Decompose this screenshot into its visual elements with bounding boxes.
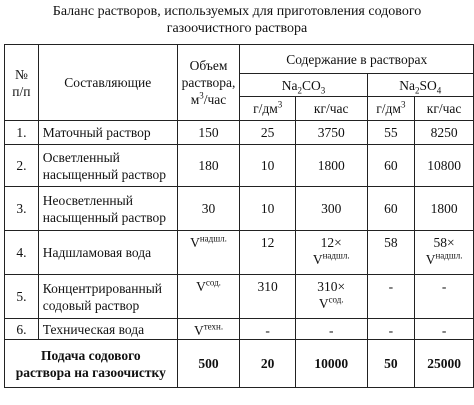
header-component: Составляющие — [38, 45, 177, 121]
row-na2co3-flow: 1800 — [295, 145, 367, 187]
header-flow-unit-1: кг/час — [295, 97, 367, 121]
solutions-balance-table — [4, 44, 474, 388]
table-title-line-1: Баланс растворов, используемых для приготовления содового — [52, 4, 422, 19]
table-row — [5, 319, 474, 340]
row-na2co3-flow: 3750 — [295, 121, 367, 145]
row-number: 1. — [5, 121, 39, 145]
header-volume — [177, 45, 240, 121]
row-na2co3-flow: 300 — [295, 187, 367, 231]
row-na2so4-conc: 58 — [367, 231, 415, 275]
header-na2so4: $Na_2SO_4$ — [367, 74, 473, 97]
row-component: Маточный раствор — [38, 121, 177, 145]
row-na2co3-conc: 10 — [240, 187, 296, 231]
row-na2co3-conc: 310 — [240, 275, 296, 319]
row-na2co3-flow: 310× $V^{сод.}$ — [295, 275, 367, 319]
header-flow-unit-2: кг/час — [415, 97, 474, 121]
header-volume-unit: $м^3$/час — [190, 90, 227, 107]
row-na2co3-conc: 25 — [240, 121, 296, 145]
row-na2co3-conc: 10 — [240, 145, 296, 187]
row-number: 2. — [5, 145, 39, 187]
row-volume: $V^{сод.}$ — [177, 275, 240, 319]
header-content: Содержание в растворах — [240, 45, 474, 74]
total-na2co3-conc: 20 — [240, 340, 296, 388]
table-row — [5, 187, 474, 231]
row-component: Концентрированный содовый раствор — [38, 275, 177, 319]
header-number — [5, 45, 39, 121]
table-row — [5, 121, 474, 145]
header-volume-line-2: раствора, — [181, 75, 236, 90]
row-na2co3-flow: 12× $V^{надшл.}$ — [295, 231, 367, 275]
row-volume: 30 — [177, 187, 240, 231]
total-label: Подача содового раствора на газоочистку — [5, 340, 178, 388]
table-row — [5, 275, 474, 319]
row-component: Осветленный насыщенный раствор — [38, 145, 177, 187]
total-na2so4-conc: 50 — [367, 340, 415, 388]
row-na2co3-conc: - — [240, 319, 296, 340]
row-number: 3. — [5, 187, 39, 231]
header-na2co3: $Na_2CO_3$ — [240, 74, 367, 97]
row-na2so4-flow: 8250 — [415, 121, 474, 145]
total-volume: 500 — [177, 340, 240, 388]
row-volume: $V^{надшл.}$ — [177, 231, 240, 275]
header-number-sign: № — [14, 66, 28, 82]
total-na2so4-flow: 25000 — [415, 340, 474, 388]
header-row-1 — [5, 45, 474, 74]
table-row — [5, 231, 474, 275]
header-conc-unit-1: $г/дм^3$ — [240, 97, 296, 121]
row-na2so4-flow: 1800 — [415, 187, 474, 231]
row-number: 4. — [5, 231, 39, 275]
row-na2so4-conc: 60 — [367, 145, 415, 187]
row-na2so4-conc: - — [367, 275, 415, 319]
header-volume-line-1: Объем — [189, 58, 228, 73]
row-volume: 180 — [177, 145, 240, 187]
table-row — [5, 145, 474, 187]
row-number: 5. — [5, 275, 39, 319]
row-component: Техническая вода — [38, 319, 177, 340]
row-na2so4-flow: 10800 — [415, 145, 474, 187]
row-na2so4-flow: - — [415, 275, 474, 319]
row-component: Надшламовая вода — [38, 231, 177, 275]
total-na2co3-flow: 10000 — [295, 340, 367, 388]
header-conc-unit-2: $г/дм^3$ — [367, 97, 415, 121]
row-na2so4-flow: - — [415, 319, 474, 340]
header-number-abbr: п/п — [12, 83, 31, 99]
row-na2so4-conc: 55 — [367, 121, 415, 145]
total-row — [5, 340, 474, 388]
table-title-line-2: газоочистного раствора — [166, 21, 308, 36]
row-na2co3-flow: - — [295, 319, 367, 340]
row-na2so4-conc: 60 — [367, 187, 415, 231]
row-na2so4-flow: 58× $V^{надшл.}$ — [415, 231, 474, 275]
row-volume: $V^{техн.}$ — [177, 319, 240, 340]
row-na2so4-conc: - — [367, 319, 415, 340]
row-volume: 150 — [177, 121, 240, 145]
row-component: Неосветленный насыщенный раствор — [38, 187, 177, 231]
row-number: 6. — [5, 319, 39, 340]
row-na2co3-conc: 12 — [240, 231, 296, 275]
